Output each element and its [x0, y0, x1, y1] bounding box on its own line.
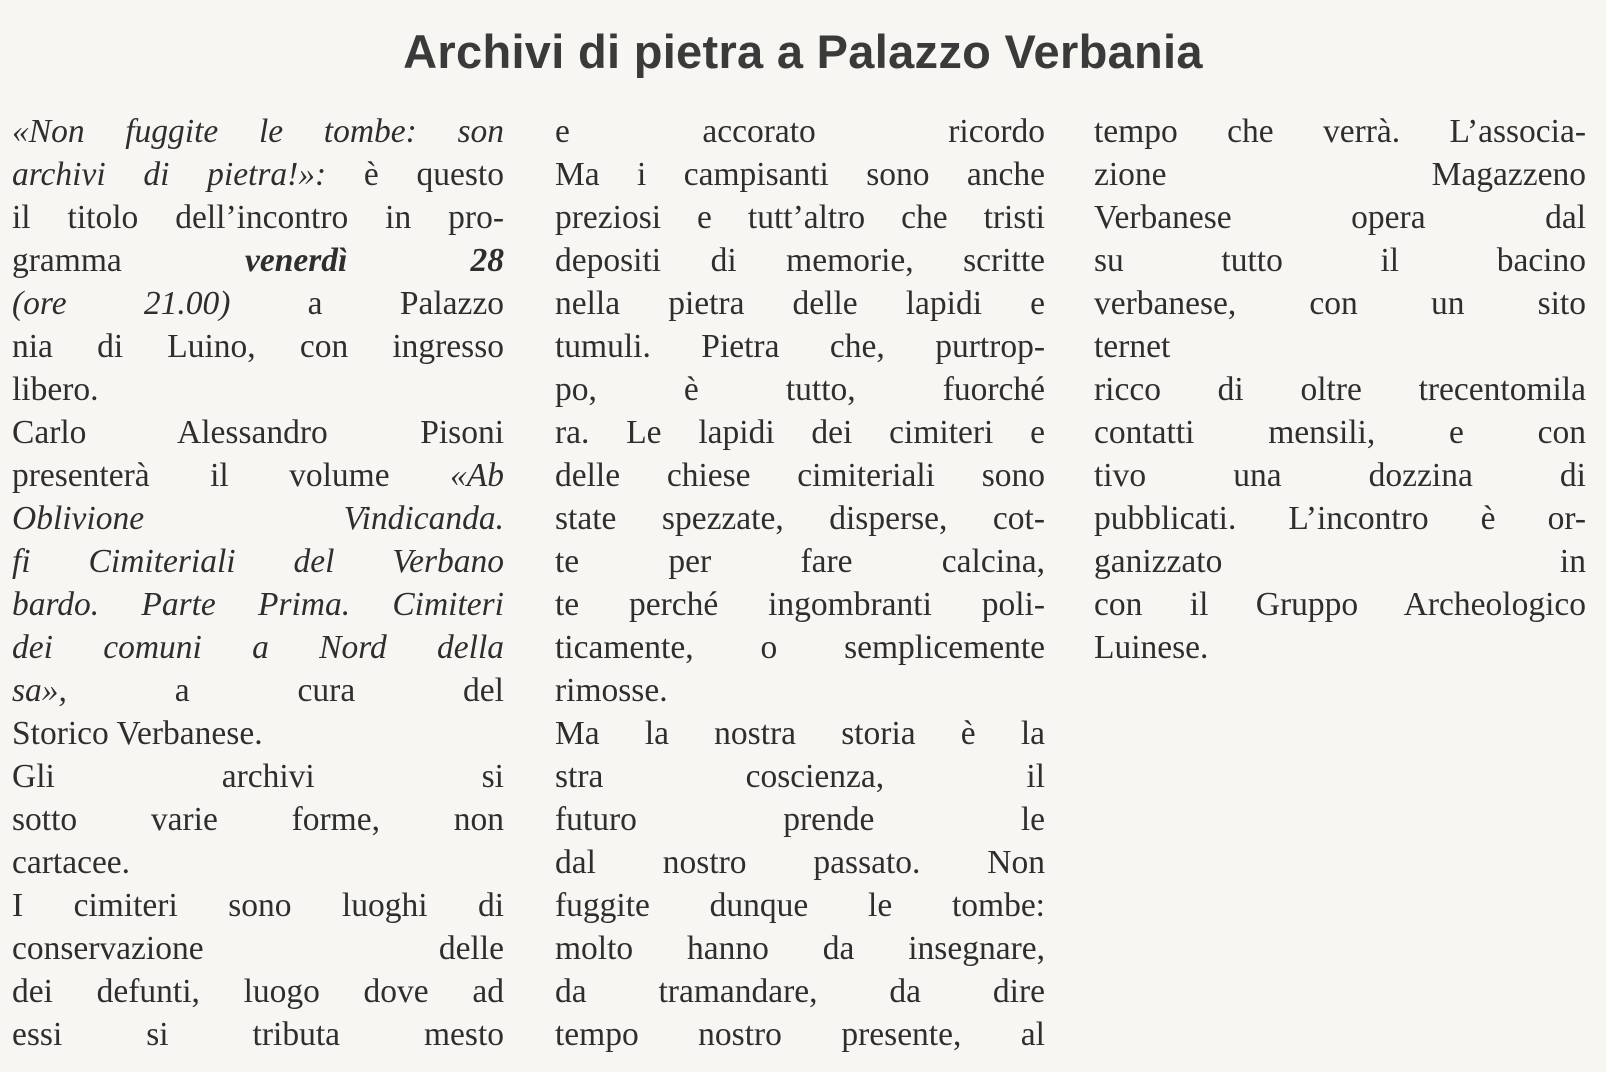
text-segment: su tutto il bacino	[1094, 242, 1586, 279]
text-segment: da tramandare, da dire	[555, 973, 1045, 1010]
text-segment: Gli archivi si	[12, 758, 504, 795]
text-line	[12, 583, 504, 626]
text-line	[12, 497, 504, 540]
text-segment: dei comuni a Nord della	[12, 629, 504, 666]
text-line	[12, 798, 504, 841]
text-segment: ternet	[1094, 328, 1171, 365]
text-segment: Ma la nostra storia è la	[555, 715, 1045, 752]
text-segment: bardo. Parte Prima. Cimiteri	[12, 586, 504, 623]
text-line	[12, 669, 504, 712]
text-line	[1094, 368, 1586, 411]
text-segment: stra coscienza, il	[555, 758, 1045, 795]
text-line	[555, 798, 1045, 841]
text-line	[555, 970, 1045, 1013]
text-segment: il titolo dell’incontro in pro-	[12, 199, 504, 236]
text-segment: con il Gruppo Archeologico	[1094, 586, 1586, 623]
article-column-1	[12, 110, 504, 1056]
text-line	[555, 841, 1045, 884]
text-line	[12, 1013, 504, 1056]
text-segment: Storico Verbanese.	[12, 715, 263, 752]
text-line	[555, 712, 1045, 755]
text-line	[12, 239, 504, 282]
text-line	[555, 110, 1045, 153]
text-line	[555, 927, 1045, 970]
text-line	[12, 325, 504, 368]
text-segment: fuggite dunque le tombe:	[555, 887, 1045, 924]
text-segment: presenterà il volume	[12, 457, 451, 494]
text-line	[1094, 110, 1586, 153]
text-segment: nella pietra delle lapidi e	[555, 285, 1045, 322]
text-line	[1094, 239, 1586, 282]
text-line	[12, 411, 504, 454]
text-segment: «Ab	[450, 457, 504, 494]
text-line	[12, 153, 504, 196]
text-line	[555, 540, 1045, 583]
text-segment: te perché ingombranti poli-	[555, 586, 1045, 623]
text-segment: essi si tributa mesto	[12, 1016, 504, 1053]
text-segment: pubblicati. L’incontro è or-	[1094, 500, 1586, 537]
text-line	[1094, 282, 1586, 325]
text-line	[555, 884, 1045, 927]
text-line	[555, 669, 1045, 712]
text-segment: è questo	[326, 156, 504, 193]
text-segment: tumuli. Pietra che, purtrop-	[555, 328, 1045, 365]
text-line	[12, 712, 504, 755]
text-line	[555, 239, 1045, 282]
text-line	[12, 540, 504, 583]
text-segment: futuro prende le	[555, 801, 1045, 838]
text-line	[12, 454, 504, 497]
text-line	[555, 1013, 1045, 1056]
text-segment: sotto varie forme, non	[12, 801, 504, 838]
text-line	[555, 755, 1045, 798]
text-segment: Carlo Alessandro Pisoni	[12, 414, 504, 451]
text-line	[1094, 196, 1586, 239]
text-line	[1094, 454, 1586, 497]
text-segment: a cura del	[174, 672, 504, 709]
text-line	[1094, 626, 1586, 669]
text-segment: state spezzate, disperse, cot-	[555, 500, 1045, 537]
text-segment: «Non fuggite le tombe: son	[12, 113, 504, 150]
text-segment: tempo che verrà. L’associa-	[1094, 113, 1586, 150]
text-line	[12, 110, 504, 153]
text-segment: libero.	[12, 371, 99, 408]
text-line	[555, 411, 1045, 454]
text-segment: rimosse.	[555, 672, 668, 709]
text-segment: molto hanno da insegnare,	[555, 930, 1045, 967]
text-segment: verbanese, con un sito	[1094, 285, 1586, 322]
article-column-3	[1094, 110, 1586, 669]
text-segment: tempo nostro presente, al	[555, 1016, 1045, 1053]
text-segment: tivo una dozzina di	[1094, 457, 1586, 494]
text-segment: preziosi e tutt’altro che tristi	[555, 199, 1045, 236]
text-segment: I cimiteri sono luoghi di	[12, 887, 504, 924]
text-line	[1094, 325, 1586, 368]
text-segment: conservazione delle	[12, 930, 504, 967]
text-segment: dal nostro passato. Non	[555, 844, 1045, 881]
text-line	[1094, 540, 1586, 583]
text-line	[555, 497, 1045, 540]
text-segment: (ore 21.00)	[12, 285, 231, 322]
text-segment: delle chiese cimiteriali sono	[555, 457, 1045, 494]
text-line	[12, 755, 504, 798]
text-line	[12, 282, 504, 325]
text-line	[555, 153, 1045, 196]
text-segment: Verbanese opera dal	[1094, 199, 1586, 236]
text-segment: ganizzato in	[1094, 543, 1586, 580]
text-line	[1094, 153, 1586, 196]
text-line	[555, 626, 1045, 669]
text-line	[555, 282, 1045, 325]
text-line	[555, 583, 1045, 626]
text-line	[12, 927, 504, 970]
text-segment: contatti mensili, e con	[1094, 414, 1586, 451]
text-segment: e accorato ricordo	[555, 113, 1045, 150]
text-segment: Luinese.	[1094, 629, 1209, 666]
article-column-2	[555, 110, 1045, 1056]
text-line	[12, 884, 504, 927]
headline: Archivi di pietra a Palazzo Verbania	[403, 25, 1203, 78]
text-segment: venerdì 28	[244, 242, 504, 279]
text-line	[12, 841, 504, 884]
text-segment: Oblivione Vindicanda.	[12, 500, 504, 537]
text-segment: ricco di oltre trecentomila	[1094, 371, 1586, 408]
text-line	[555, 196, 1045, 239]
text-segment: a Palazzo	[307, 285, 504, 322]
text-line	[555, 325, 1045, 368]
text-segment: Ma i campisanti sono anche	[555, 156, 1045, 193]
text-line	[1094, 497, 1586, 540]
text-segment: sa»,	[12, 672, 67, 709]
text-segment: ticamente, o semplicemente	[555, 629, 1045, 666]
text-segment: te per fare calcina,	[555, 543, 1045, 580]
text-segment: gramma	[12, 242, 245, 279]
text-line	[12, 970, 504, 1013]
text-line	[555, 368, 1045, 411]
text-segment: fi Cimiteriali del Verbano	[12, 543, 504, 580]
text-segment: po, è tutto, fuorché	[555, 371, 1045, 408]
text-segment: nia di Luino, con ingresso	[12, 328, 504, 365]
text-line	[12, 368, 504, 411]
text-line	[1094, 583, 1586, 626]
text-segment: dei defunti, luogo dove ad	[12, 973, 504, 1010]
text-line	[555, 454, 1045, 497]
text-line	[1094, 411, 1586, 454]
text-segment: archivi di pietra!»:	[12, 156, 327, 193]
text-segment: cartacee.	[12, 844, 131, 881]
text-segment: depositi di memorie, scritte	[555, 242, 1045, 279]
text-segment: zione Magazzeno	[1094, 156, 1586, 193]
text-line	[12, 196, 504, 239]
text-line	[12, 626, 504, 669]
text-segment: ra. Le lapidi dei cimiteri e	[555, 414, 1045, 451]
